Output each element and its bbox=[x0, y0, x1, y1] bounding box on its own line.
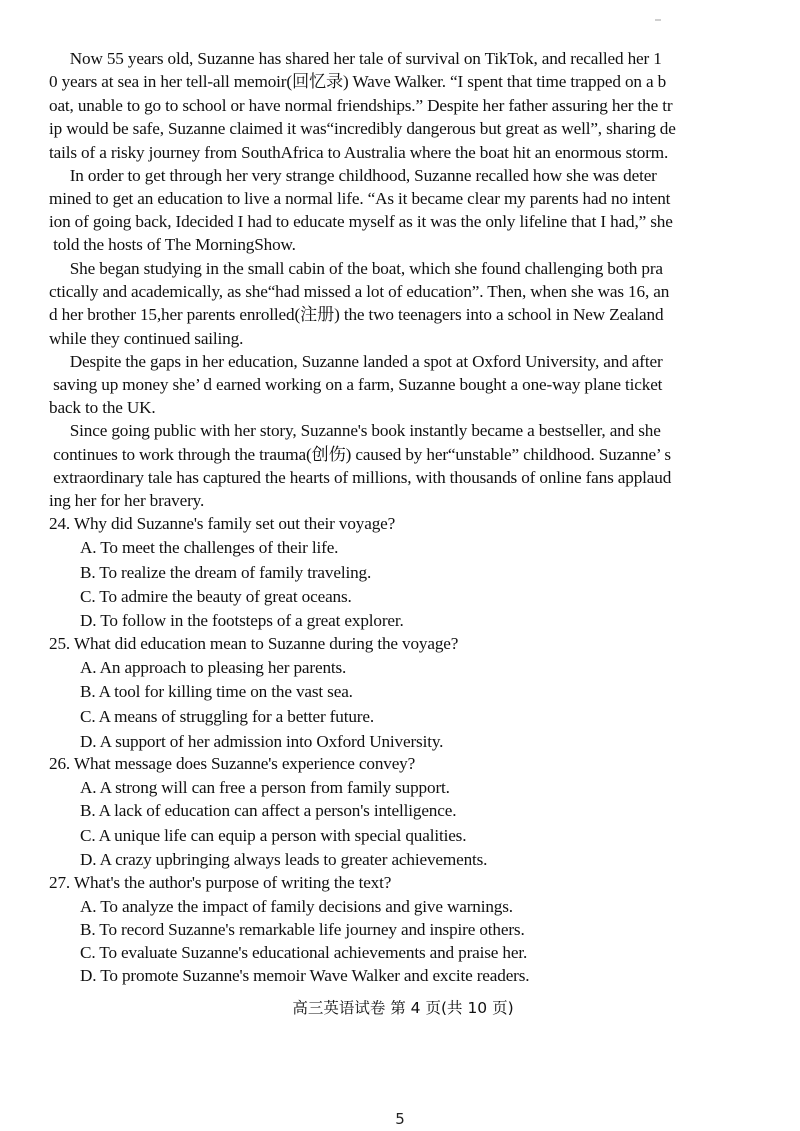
question-stem-26: 26. What message does Suzanne's experience convey? bbox=[49, 754, 416, 773]
question-26-option-b: B. A lack of education can affect a person's intelligence. bbox=[80, 801, 457, 820]
question-24-option-a: A. To meet the challenges of their life. bbox=[80, 538, 339, 557]
question-27-option-c: C. To evaluate Suzanne's educational achievements and praise her. bbox=[80, 943, 528, 962]
passage-line: Despite the gaps in her education, Suzanne landed a spot at Oxford University, and after bbox=[49, 352, 663, 371]
passage-line: continues to work through the trauma(创伤) caused by her“unstable” childhood. Suzanne’ s bbox=[49, 445, 671, 464]
passage-line: ctically and academically, as she“had missed a lot of education”. Then, when she was 16, an bbox=[49, 282, 670, 301]
passage-line: d her brother 15,her parents enrolled(注册) the two teenagers into a school in New Zealand bbox=[49, 305, 664, 324]
question-25-option-d: D. A support of her admission into Oxford University. bbox=[80, 732, 444, 751]
question-27-option-b: B. To record Suzanne's remarkable life journey and inspire others. bbox=[80, 920, 525, 939]
passage-line: 0 years at sea in her tell-all memoir(回忆录) Wave Walker. “I spent that time trapped on a b bbox=[49, 72, 667, 91]
passage-line: In order to get through her very strange childhood, Suzanne recalled how she was deter bbox=[49, 166, 657, 185]
passage-line: ip would be safe, Suzanne claimed it was“incredibly dangerous but great as well”, sharing de bbox=[49, 119, 676, 138]
question-26-option-a: A. A strong will can free a person from family support. bbox=[80, 778, 450, 797]
page-number: 5 bbox=[395, 1110, 405, 1128]
question-stem-27: 27. What's the author's purpose of writing the text? bbox=[49, 873, 392, 892]
question-stem-24: 24. Why did Suzanne's family set out their voyage? bbox=[49, 514, 396, 533]
passage-line: while they continued sailing. bbox=[49, 329, 244, 348]
passage-line: oat, unable to go to school or have normal friendships.” Despite her father assuring her the tr bbox=[49, 96, 673, 115]
question-24-option-c: C. To admire the beauty of great oceans. bbox=[80, 587, 352, 606]
passage-line: Since going public with her story, Suzanne's book instantly became a bestseller, and she bbox=[49, 421, 661, 440]
question-24-option-d: D. To follow in the footsteps of a great explorer. bbox=[80, 611, 404, 630]
passage-line: extraordinary tale has captured the hearts of millions, with thousands of online fans applaud bbox=[49, 468, 672, 487]
passage-line: She began studying in the small cabin of the boat, which she found challenging both pra bbox=[49, 259, 663, 278]
question-25-option-a: A. An approach to pleasing her parents. bbox=[80, 658, 347, 677]
question-26-option-c: C. A unique life can equip a person with special qualities. bbox=[80, 826, 467, 845]
passage-line: told the hosts of The MorningShow. bbox=[49, 235, 296, 254]
question-25-option-b: B. A tool for killing time on the vast sea. bbox=[80, 682, 353, 701]
scan-mark bbox=[655, 19, 661, 21]
question-26-option-d: D. A crazy upbringing always leads to greater achievements. bbox=[80, 850, 488, 869]
passage-line: mined to get an education to live a normal life. “As it became clear my parents had no intent bbox=[49, 189, 671, 208]
passage-line: back to the UK. bbox=[49, 398, 156, 417]
passage-line: Now 55 years old, Suzanne has shared her tale of survival on TikTok, and recalled her 1 bbox=[49, 49, 662, 68]
question-27-option-d: D. To promote Suzanne's memoir Wave Walker and excite readers. bbox=[80, 966, 530, 985]
page-footer-title: 高三英语试卷 第 4 页(共 10 页) bbox=[292, 999, 514, 1017]
passage-line: ing her for her bravery. bbox=[49, 491, 205, 510]
question-25-option-c: C. A means of struggling for a better future. bbox=[80, 707, 374, 726]
passage-line: tails of a risky journey from SouthAfrica to Australia where the boat hit an enormous storm. bbox=[49, 143, 669, 162]
passage-line: ion of going back, Idecided I had to educate myself as it was the only lifeline that I had,” she bbox=[49, 212, 673, 231]
question-stem-25: 25. What did education mean to Suzanne during the voyage? bbox=[49, 634, 459, 653]
question-24-option-b: B. To realize the dream of family traveling. bbox=[80, 563, 372, 582]
passage-line: saving up money she’ d earned working on a farm, Suzanne bought a one-way plane ticket bbox=[49, 375, 663, 394]
question-27-option-a: A. To analyze the impact of family decisions and give warnings. bbox=[80, 897, 513, 916]
